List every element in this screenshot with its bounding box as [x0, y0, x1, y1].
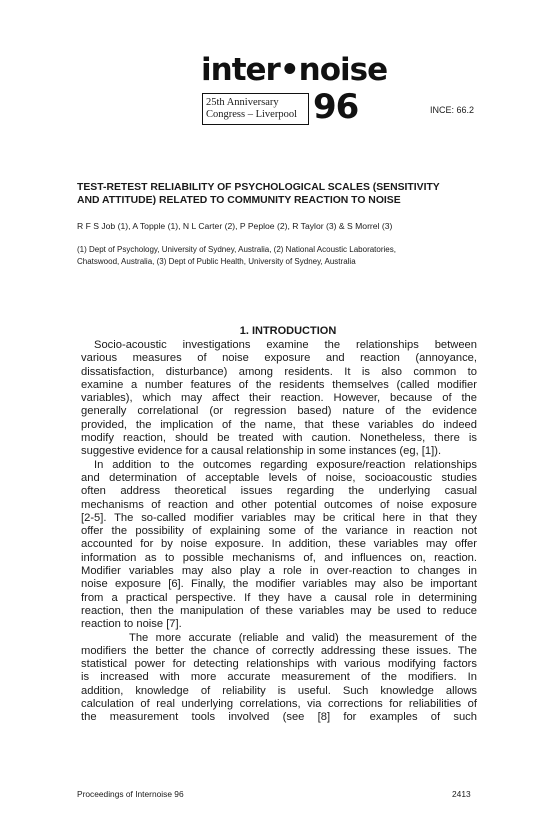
body-line: modify reaction, should be treated with caution. Nonetheless, there is [81, 432, 477, 445]
section-heading-text: 1. INTRODUCTION [239, 325, 337, 337]
body-line: often address theoretical issues regarding the underlying casual [81, 485, 477, 498]
section-heading [0, 325, 552, 337]
paper-code: INCE: 66.2 [430, 105, 475, 115]
logo-anniversary-box [202, 93, 309, 125]
affiliations [77, 244, 396, 268]
body-line: noise exposure [6]. Finally, the modifier variables may also be important [81, 578, 477, 591]
body-line: examine a number features of the residents themselves (called modifier [81, 378, 477, 391]
body-line: Modifier variables may also play a role in over-reaction to changes in [81, 565, 477, 578]
logo-wordmark: inter•noise [201, 52, 388, 88]
body-line: reaction, then the manipulation of these variables may be used to reduce [81, 604, 477, 617]
body-line: addition, knowledge of reliability is useful. Such knowledge allows [81, 684, 477, 697]
body-line: In addition to the outcomes regarding exposure/reaction relationships [94, 458, 477, 471]
body-line: is increased with more accurate measurement of the modifiers. In [81, 671, 477, 684]
body-line: and determination of acceptable levels of noise, socioacoustic studies [81, 471, 477, 484]
footer-proceedings: Proceedings of Internoise 96 [77, 789, 184, 799]
body-line: various measures of noise exposure and reaction (annoyance, [81, 352, 477, 365]
body-line: modifiers the better the chance of correctly addressing these issues. The [81, 644, 477, 657]
body-line: provided, the implication of the name, that these variables do indeed [81, 418, 477, 431]
affiliation-line: (1) Dept of Psychology, University of Sydney, Australia, (2) National Acoustic Laboratories, [77, 245, 396, 254]
body-line: accounted for by noise exposure. In addition, these variables may offer [81, 538, 477, 551]
body-line: from a practical perspective. If they have a causal role in determining [81, 591, 477, 604]
body-line: The more accurate (reliable and valid) the measurement of the [129, 631, 477, 644]
body-line: Socio-acoustic investigations examine the relationships between [94, 339, 477, 351]
body-line: suggestive evidence for a causal relationship in some instances (eg, [1]). [81, 445, 442, 458]
body-line: calculation of real underlying correlations, via corrections for reliabilities of [81, 698, 477, 711]
body-line: information as to possible mechanisms of, and influences on, reaction. [81, 551, 477, 564]
body-line: offer the possibility of explaining some of the variance in reaction not [81, 525, 477, 538]
title-line: TEST-RETEST RELIABILITY OF PSYCHOLOGICAL SCALES (SENSITIVITY [77, 182, 440, 193]
title-line: AND ATTITUDE) RELATED TO COMMUNITY REACTION TO NOISE [77, 195, 401, 206]
inter-noise-logo [201, 52, 388, 128]
body-line: reaction to noise [7]. [81, 618, 182, 631]
body-line: dissatisfaction, disturbance) among residents. It is also common to [81, 365, 477, 378]
page-number: 2413 [452, 789, 471, 799]
body-line: [2-5]. The so-called modifier variables may be critical here in that they [81, 511, 477, 524]
body-line: mechanisms of reaction and other potential outcomes of noise exposure [81, 498, 477, 511]
body-line: generally correlational (or regression based) nature of the evidence [81, 405, 477, 418]
body-line: statistical power for detecting relationships with various modifying factors [81, 658, 477, 671]
body-line: the measurement tools involved (see [8] for examples of such [81, 711, 477, 724]
logo-box-line-2: Congress – Liverpool [206, 109, 297, 120]
affiliation-line: Chatswood, Australia, (3) Dept of Public Health, University of Sydney, Australia [77, 257, 356, 266]
logo-year: 96 [313, 87, 359, 127]
paper-title [77, 181, 497, 207]
body-text [81, 339, 477, 725]
author-list: R F S Job (1), A Topple (1), N L Carter (2), P Peploe (2), R Taylor (3) & S Morrel (3) [77, 221, 393, 231]
logo-box-line-1: 25th Anniversary [206, 97, 279, 108]
body-line: variables), which may affect their reaction. However, because of the [81, 392, 477, 405]
